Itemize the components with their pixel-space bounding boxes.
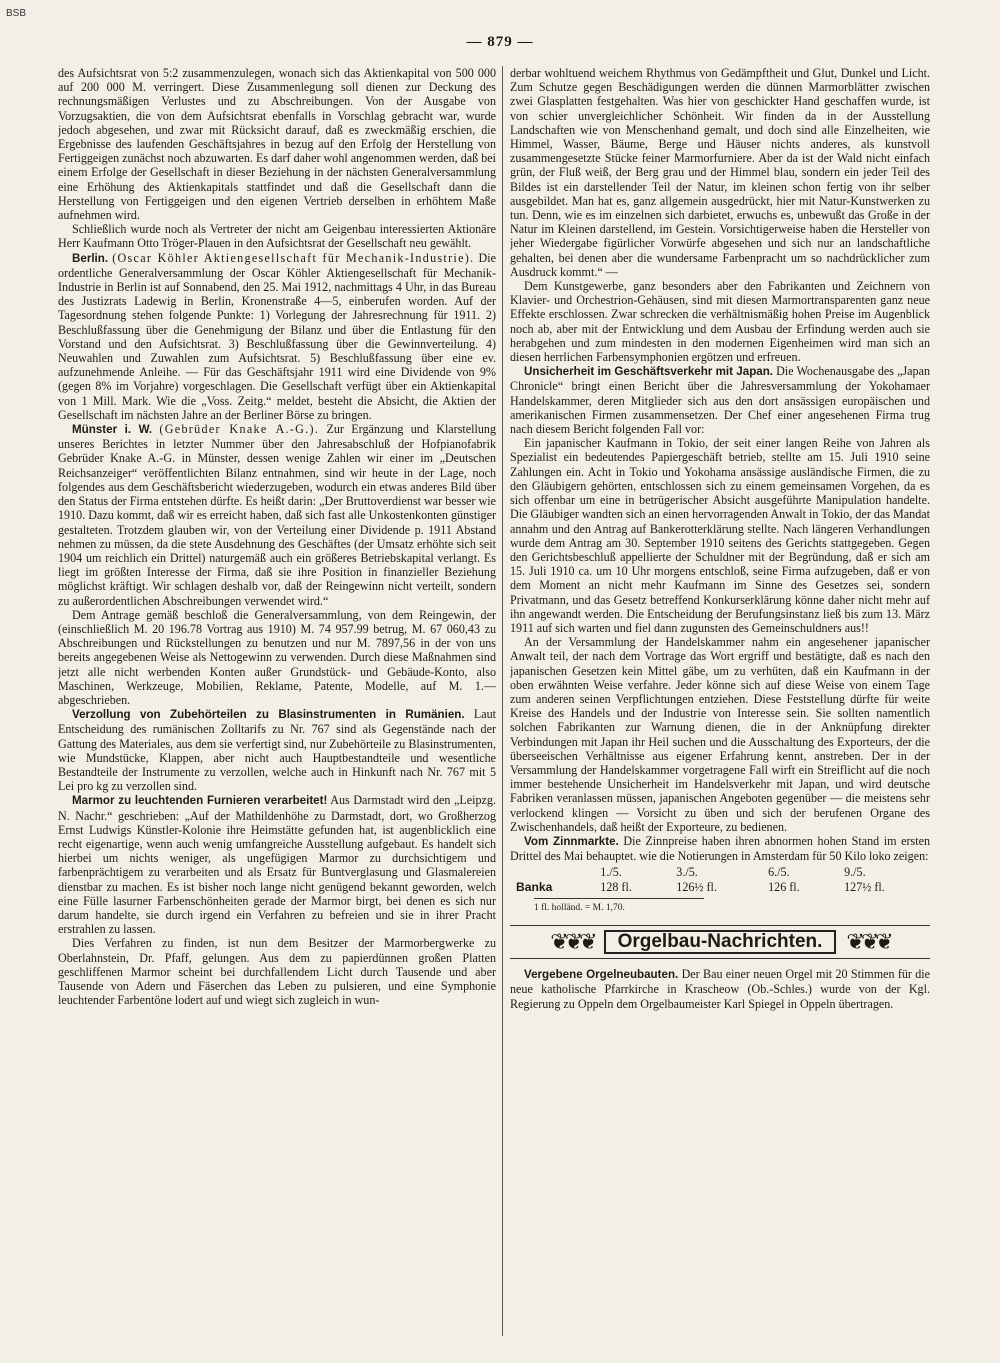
paragraph: Schließlich wurde noch als Vertreter der nicht am Geigenbau interessierten Aktionäre Herr Kaufmann Otto Tröger-Plauen in den Aufsichtsrat der Gesellschaft neu gewählt. [58,222,496,251]
article-marmor [58,793,496,936]
price-date: 9./5. [844,865,866,880]
library-stamp: BSB [6,8,27,19]
ornament-icon: ❦❦❦ [550,929,594,955]
price-label: Banka [516,879,553,894]
price-table [510,865,930,893]
article-text: Die ordentliche Generalversammlung der Oscar Köhler Aktiengesellschaft für Mechanik-Industrie in Berlin ist auf Sonnabend, den 25. Mai 1912, nachmittags 4 Uhr, in das Bureau des Justizrats Ladewig in Berlin, Kronenstraße 4—5, einberufen worden. Auf der Tagesordnung stehen folgende Punkte: 1) Vorlegung der Jahresrechnung für 1911. 2) Beschlußfassung über die Genehmigung der Bilanz und über die Entlastung für den Vorstand und den Aufsichtsrat. 3) Beschlußfassung über die Gewinnverteilung. 4) Neuwahlen und Zuwahlen zum Aufsichtsrat. 5) Beschlußfassung über eine ev. aufzunehmende Anleihe. — Für das Geschäftsjahr 1911 wird eine Dividende von 9% (gegen 8% im Vorjahre) vorgeschlagen. Die Gesellschaft verfügt über ein Aktienkapital von 1 Mill. Mark. Wie die „Voss. Zeitg.“ meldet, besteht die Absicht, die Aktien der Gesellschaft im nächsten Jahre an der Berliner Börse zu bringen. [58,250,496,422]
article-heading: Verzollung von Zubehörteilen zu Blasinstrumenten in Rumänien. [72,708,465,722]
table-row [510,880,930,894]
article-heading: Marmor zu leuchtenden Furnieren verarbeitet! [72,794,328,808]
price-value: 128 fl. [600,879,632,894]
section-banner [510,925,930,959]
price-value: 126½ fl. [676,879,717,894]
article-text: Die Zinnpreise haben ihren abnormen hohen Stand im ersten Drittel des Mai behauptet. wie die Notierungen in Amsterdam für 50 Kilo loko zeigen: [510,833,930,864]
article-text: Aus Darmstadt wird den „Leipzg. N. Nachr.“ geschrieben: „Auf der Mathildenhöhe zu Darmstadt, dort, wo Großherzog Ernst Ludwigs Künstler-Kolonie ihre Heimstätte gefunden hat, ist augenblicklich eine recht eigenartige, wenn auch wenig umfangreiche Ausstellung aufgebaut. Es handelt sich hierbei um nichts weniger, als ungefügigen Marmor zu durchsichtigem und farbenprächtigem zu verarbeiten und als Ersatz für Buntverglasung und Glasmalereien dienstbar zu machen. Es ist bisher noch lange nicht genügend bekannt geworden, welch eine Fülle lasurner Farbenschönheiten gerade der Marmor birgt, bei denen es sich nur darum handelte, sie durch irgend ein Verfahren zu befreien und sie in ihrer Pracht erstrahlen zu lassen. [58,793,496,937]
paragraph: des Aufsichtsrat von 5:2 zusammenzulegen, wonach sich das Aktienkapital von 500 000 auf 200 000 M. verringert. Diese Zusammenlegung soll dienen zur Deckung des rechnungsmäßigen Verlustes und zu Abschreibungen. Von der Ausgabe von Vorzugsaktien, die von dem Aufsichtsrat ebenfalls in Vorschlag gebracht war, wurde jedoch abgesehen, und zwar mit Rücksicht darauf, daß es zweckmäßig erschien, die Ergebnisse des laufenden Geschäftsjahres in bezug auf den Erfolg der Herstellung von Fertiggeigen zunächst noch abzuwarten. Es darf daher wohl angenommen werden, daß bei einem Erfolge der Gesellschaft in dieser Beziehung in der nächsten Generalversammlung eine Erhöhung des Aktienkapitals stattfindet und daß die Gesellschaft dann die Herstellung von Fertiggeigen und den eigenen Vertrieb derselben in erhöhtem Maße aufnehmen wird. [58,66,496,223]
paragraph: Dem Kunstgewerbe, ganz besonders aber den Fabrikanten und Zeichnern von Klavier- und Orchestrion-Gehäusen, sind mit diesen Marmortransparenten ganz neue Effekte erschlossen. Zwar schrecken die verhältnismäßig hohen Preise im Augenblick noch ab, aber mit der Entwicklung und dem Ausbau der Erfindung werden auch sie herabgehen und zum mindesten in den modernen Eigenheimen wird man sich an diesen herrlichen Farbensymphonien ergötzen und erfreuen. [510,279,930,365]
article-text: Zur Ergänzung und Klarstellung unseres Berichtes in letzter Nummer über den Jahresabschluß der Hofpianofabrik Gebrüder Knake A.-G. in Münster, dessen wenige Zahlen wir einer im „Deutschen Reichsanzeiger“ veröffentlichten Bilanz entnahmen, sind wir heute in der Lage, noch folgendes aus dem Geschäftsbericht wiederzugeben, wodurch ein etwas anderes Bild über den Status der Firma entstehen dürfte. Es heißt darin: „Der Bruttoverdienst war besser wie 1910. Dazu kommt, daß wir es erreicht haben, daß sich fast alle Unkostenkonten günstiger gestalteten. Trotzdem glauben wir, von der Verteilung einer Dividende p. 1911 Abstand nehmen zu müssen, da die stete Ausdehnung des Geschäftes (der Umsatz erhöhte sich seit 1904 um reichlich ein Drittel) naturgemäß auch ein größeres Betriebskapital verlangt. Es liegt im größten Interesse der Firma, daß sie ihre Position in finanzieller Beziehung möglichst kräftigt. Wir schlagen deshalb vor, daß der Reingewinn nicht verteilt, sondern zu außerordentlichen Abschreibungen verwendet wird.“ [58,422,496,608]
right-column [510,66,930,1346]
article-text: Die Wochenausgabe des „Japan Chronicle“ bringt einen Bericht über die Jahresversammlung der Yokohamaer Handelskammer, deren Mitglieder sich aus den dort ansässigen europäischen und amerikanischen Firmen zusammensetzen. Der Chef einer angesehenen Firma trug nach diesem Bericht folgenden Fall vor: [510,364,930,437]
article-berlin [58,251,496,422]
article-heading: Vom Zinnmarkte. [524,834,619,848]
price-value: 127½ fl. [844,879,885,894]
paragraph: Dies Verfahren zu finden, ist nun dem Besitzer der Marmorbergwerke zu Oberlahnstein, Dr. Pfaff, gelungen. Aus dem zu papierdünnen großen Platten geschliffenen Marmor scheint bei durchfallendem Licht durch Tausende und aber Tausende von Adern und Fäserchen das Leben zu pulsieren, und eine Symphonie leuchtender Farbentöne lodert auf und wiegt sich zugleich in wun- [58,936,496,1008]
article-text: Laut Entscheidung des rumänischen Zolltarifs zu Nr. 767 sind als Gegenstände nach der Gattung des Materiales, aus dem sie verfertigt sind, nur Zubehörteile zu Blasinstrumenten, wie Mundstücke, Klappen, aber nicht auch Hauptbestandteile und wesentliche Bestandteile der Instrumente zu verzollen, welche auch in Hinkunft nach Nr. 767 mit 5 Lei pro kg zu verzollen sind. [58,707,496,794]
paragraph: Dem Antrage gemäß beschloß die Generalversammlung, von dem Reingewin, der (einschließlich M. 20 196.78 Vortrag aus 1910) M. 74 957.99 betrug, M. 67 060,43 zu Abschreibungen und Rückstellungen zu benutzen und nur M. 7897,56 in der von uns bereits angegebenen Weise als Nettogewinn zu verwenden. Durch diese Maßnahmen sind jetzt alle nicht werbenden Konten außer Grundstück- und Gebäude-Konto, also Maschinen, Werkzeuge, Mobilien, Reklame, Patente, Modelle, auf M. 1.— abgeschrieben. [58,607,496,707]
paragraph: derbar wohltuend weichem Rhythmus von Gedämpftheit und Glut, Dunkel und Licht. Zum Schutze gegen Beschädigungen werden die dünnen Marmorblätter zwischen zwei Glasplatten festgehalten. Was hier von geschickter Hand geschaffen wurde, ist von schier unvergleichlicher Schönheit. Wir finden da in der Ausstellung Landschaften wie von Menschenhand gemalt, und doch sind alle Einzelheiten, wie Himmel, Wasser, Bäume, Berge und Häuser nichts anderes, als kunstvoll zusammengesetzte Stücke feiner Marmorfurniere. Aber da ist der Wald nicht einfach grün, der Fluß weiß, der Berg grau und der Himmel blau, sondern ein jeder Teil des Bildes ist ein darstellender Teil der Natur, im kleinen schon fertig von ihr selber ausgebildet. Man hat es, ganz allgemein ausgedrückt, hier mit Natur-Kunstwerken zu tun. Denn, wie es im einzelnen sich darbietet, erwuchs es, unbewußt das Große in der Natur im Kleinen darstellend, im Gestein. Vorsichtigerweise haben die Hersteller von jeher Wiedergabe figürlicher Vorwürfe abgesehen und sich nur an landschaftliche gehalten, bei denen aber die wundersame Farbenpracht um so nachdrücklicher zum Ausdruck kommt.“ — [510,66,930,279]
article-heading: Berlin. [72,251,109,265]
article-heading: Unsicherheit im Geschäftsverkehr mit Japan. [524,365,774,379]
article-verzollung [58,707,496,793]
page-number: — 879 — [466,34,534,50]
table-cell [510,865,594,879]
section-title: Orgelbau-Nachrichten. [604,930,837,954]
article-orgel [510,967,930,1011]
price-date: 1./5. [600,865,622,880]
price-date: 6./5. [768,865,790,880]
article-zinn [510,834,930,863]
footnote: 1 fl. holländ. = M. 1,70. [534,898,704,915]
paragraph: Ein japanischer Kaufmann in Tokio, der seit einer langen Reihe von Jahren als Spezialist ein bedeutendes Papiergeschäft betrieb, stellte am 15. Juli 1910 seine Zahlungen ein. Acht in Tokio und Yokohama ansässige ausländische Firmen, die zu den Gläubigern gehörten, entschlossen sich zu einem gemeinsamen Vorgehen, da es sich offenbar um eine in betrügerischer Absicht ausgeführte Manipulation handelte. Die Gläubiger wandten sich an einen hervorragenden Anwalt in Tokio, der das Mandat annahm und den Antrag auf Bankerotterklärung stellte. Nach längeren Verhandlungen wurde dem Antrag am 30. September 1910 seitens des Gerichts stattgegeben. Gegen den Gerichtsbeschluß appellierte der Schuldner mit der Begründung, daß er sich am 15. Juli 1910 ca. um 10 Uhr morgens entschloß, seine Firma aufzugeben, daß er von dem Moment an nicht mehr Kaufmann im Sinne des Gesetzes sei, sondern Privatmann, und das Gesetz betreffend Konkurserklärung könne daher nicht mehr auf ihn angewandt werden. Die Entscheidung der Berufungsinstanz ließ bis zum 13. März 1911 auf sich warten und fiel dann zugunsten des Gemeinschuldners aus!! [510,436,930,635]
article-muenster [58,422,496,608]
firm-name: (Gebrüder Knake A.-G.). [159,422,320,437]
article-japan [510,364,930,436]
ornament-icon: ❦❦❦ [846,929,890,955]
firm-name: (Oscar Köhler Aktiengesellschaft für Mechanik-Industrie). [112,250,475,265]
article-text: Der Bau einer neuen Orgel mit 20 Stimmen für die neue katholische Pfarrkirche in Krascheow (Ob.-Schles.) wurde von der Kgl. Regierung zu Oppeln dem Orgelbaumeister Karl Spiegel in Oppeln übertragen. [510,967,930,1011]
article-heading: Vergebene Orgelneubauten. [524,968,679,982]
price-value: 126 fl. [768,879,800,894]
left-column [58,66,496,1346]
price-date: 3./5. [676,865,698,880]
paragraph: An der Versammlung der Handelskammer nahm ein angesehener japanischer Anwalt teil, der nach dem Vortrage das Wort ergriff und bestätigte, daß es nach den japanischen Gesetzen kein Mittel gäbe, um zu verhüten, daß ein Kaufmann in der oben erwähnten Weise verfahre. Jeder könne sich auf diese Weise von einem Tage zum anderen seinen Verpflichtungen entziehen. Diese Feststellung dürfte für weite Kreise des Handels und der Industrie von Interesse sein. Sie sollten namentlich solchen Fabrikanten zur Warnung dienen, die in der Anknüpfung direkter Verbindungen mit Japan ihr Heil suchen und die Ausschaltung des Exporteurs, der die überseeischen Verhältnisse aus eigener Erfahrung kennt, anstreben. Der in der Versammlung der Handelskammer vorgetragene Fall wirft ein Streiflicht auf die noch immer bestehende Unsicherheit im Handelsverkehr mit Japan, und wird deutsche Fabriken veranlassen müssen, japanischen Angeboten gegenüber — die meistens sehr verlockend klingen — Vorsicht zu üben und sich der berufenen Organe des Zwischenhandels, daß heißt der Exporteure, zu bedienen. [510,635,930,834]
table-row [510,865,930,879]
column-divider [502,66,503,1336]
article-heading: Münster i. W. [72,423,153,437]
